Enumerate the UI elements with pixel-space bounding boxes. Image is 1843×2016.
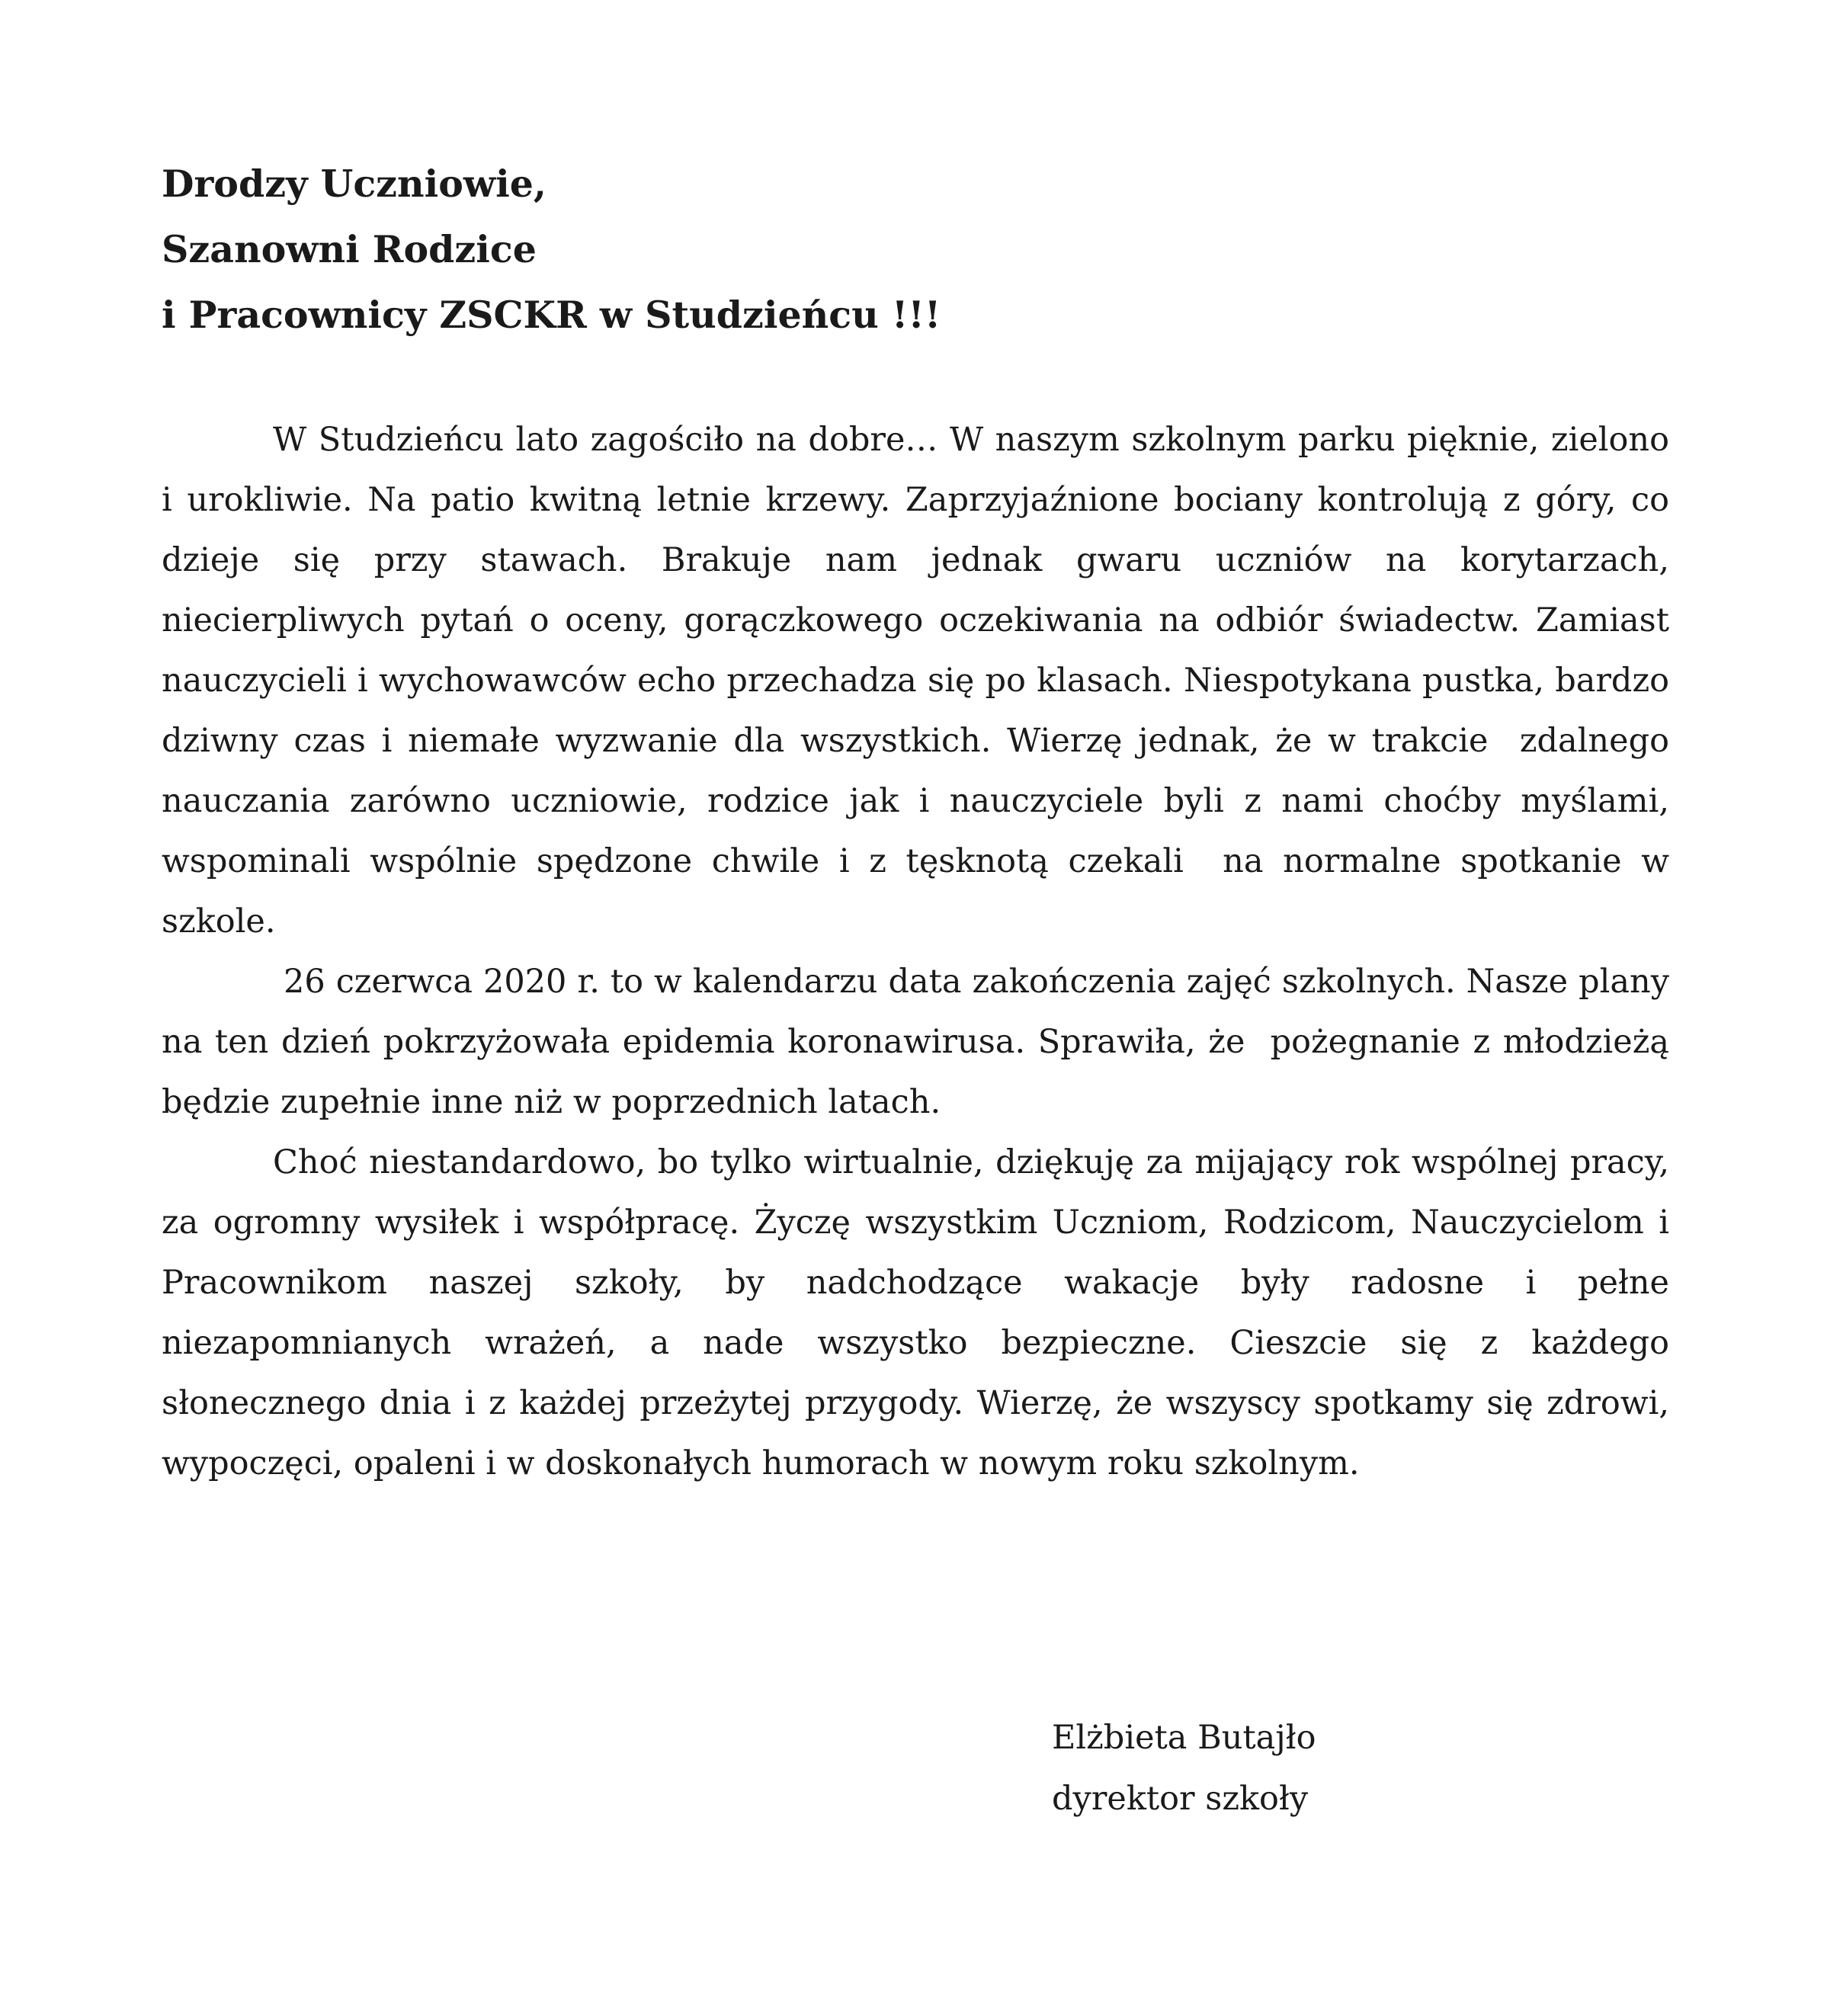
greeting-line-students: Drodzy Uczniowie,	[162, 162, 546, 206]
signature-name: Elżbieta Butajło	[1052, 1719, 1316, 1757]
paragraph-thanks-wishes: Choć niestandardowo, bo tylko wirtualnie, dziękuję za mijający rok wspólnej pracy, za ogromny wysiłek i współpracę. Życzę wszystkim Uczniom, Rodzicom, Nauczycielom i Pracownikom naszej szkoły, by nadchodzące wakacje były radosne i pełne niezapomnianych wrażeń, a nade wszystko bezpieczne. Cieszcie się z każdego słonecznego dnia i z każdej przeżytej przygody. Wierzę, że wszyscy spotkamy się zdrowi, wypoczęci, opaleni i w doskonałych humorach w nowym roku szkolnym.	[162, 1143, 1680, 1482]
greeting-line-parents: Szanowni Rodzice	[162, 227, 537, 271]
letter-body	[162, 410, 1680, 1494]
signature-title: dyrektor szkoły	[1052, 1780, 1309, 1818]
paragraph-end-of-classes: 26 czerwca 2020 r. to w kalendarzu data zakończenia zajęć szkolnych. Nasze plany na ten dzień pokrzyżowała epidemia koronawirusa. Sprawiła, że pożegnanie z młodzieżą będzie zupełnie inne niż w poprzednich latach.	[162, 963, 1680, 1121]
letter-greeting	[162, 151, 941, 348]
greeting-line-staff: i Pracownicy ZSCKR w Studzieńcu !!!	[162, 293, 941, 337]
paragraph-summer: W Studzieńcu lato zagościło na dobre… W naszym szkolnym parku pięknie, zielono i urokliwie. Na patio kwitną letnie krzewy. Zaprzyjaźnione bociany kontrolują z góry, co dzieje się przy stawach. Brakuje nam jednak gwaru uczniów na korytarzach, niecierpliwych pytań o oceny, gorączkowego oczekiwania na odbiór świadectw. Zamiast nauczycieli i wychowawców echo przechadza się po klasach. Niespotykana pustka, bardzo dziwny czas i niemałe wyzwanie dla wszystkich. Wierzę jednak, że w trakcie zdalnego nauczania zarówno uczniowie, rodzice jak i nauczyciele byli z nami choćby myślami, wspominali wspólnie spędzone chwile i z tęsknotą czekali na normalne spotkanie w szkole.	[162, 421, 1680, 941]
letter-signature	[1052, 1707, 1316, 1829]
